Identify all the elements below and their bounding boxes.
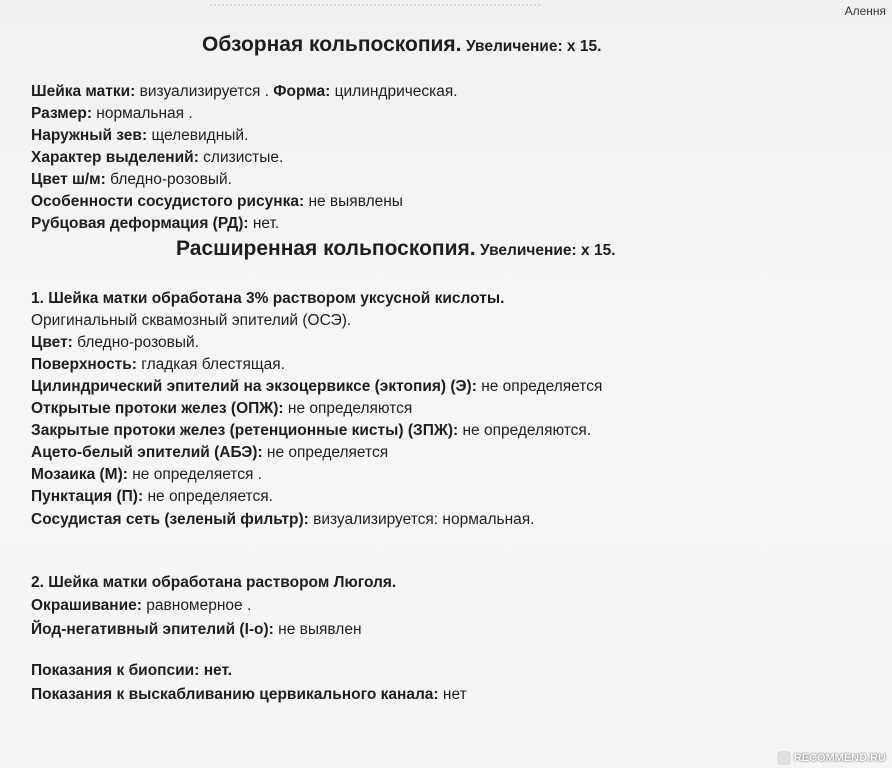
conclusion-biopsy (31, 661, 232, 681)
section1-heading-text: 1. Шейка матки обработана 3% раствором уксусной кислоты. (31, 290, 505, 307)
section1-intro (31, 311, 351, 331)
line-label: Показания к выскабливанию цервикального канала: (31, 686, 439, 703)
line-label: Цилиндрический эпителий на экзоцервиксе (эктопия) (Э): (31, 378, 477, 395)
overview-line-discharge (31, 148, 283, 168)
overview-line-vascular (31, 192, 403, 212)
overview-line-scar (31, 214, 279, 234)
line-label: Йод-негативный эпителий (I-о): (31, 621, 274, 638)
line-label: Шейка матки: (31, 83, 136, 100)
line-value: не определяется (266, 444, 389, 461)
section2-heading-text: 2. Шейка матки обработана раствором Люголя. (31, 574, 397, 591)
line-value: визуализируется . (139, 83, 269, 100)
line-value: гладкая блестящая. (141, 356, 285, 373)
line-value: не выявлены (308, 193, 403, 210)
line-label: Закрытые протоки желез (ретенционные кисты) (ЗПЖ): (31, 422, 459, 439)
conclusion-curettage (31, 685, 467, 705)
line-value: нет. (252, 215, 280, 232)
line-label: Мозаика (М): (31, 466, 128, 483)
line-value: не выявлен (278, 621, 362, 638)
overview-title-text: Обзорная кольпоскопия. (202, 33, 462, 56)
line-label: Открытые протоки желез (ОПЖ): (31, 400, 284, 417)
section1-line-open-ducts (31, 399, 412, 419)
section1-line-color (31, 333, 199, 353)
line-label: Окрашивание: (31, 597, 142, 614)
recommend-watermark (778, 752, 886, 764)
section1-line-surface (31, 355, 285, 375)
line-label: Цвет: (31, 334, 73, 351)
overview-line-color (31, 170, 232, 190)
section2-line-staining (31, 596, 251, 616)
line-label: Рубцовая деформация (РД): (31, 215, 249, 232)
line-value: слизистые. (203, 149, 284, 166)
section1-line-punctation (31, 487, 273, 507)
overview-magnification: Увеличение: х 15. (465, 38, 602, 55)
watermark-text: RECOMMEND.RU (793, 752, 886, 764)
line-value: не определяется. (147, 488, 273, 505)
line-value-shape: цилиндрическая. (334, 83, 458, 100)
line-value: равномерное . (146, 597, 252, 614)
line-label: Сосудистая сеть (зеленый фильтр): (31, 511, 309, 528)
section1-line-vascular-network (31, 510, 534, 530)
line-value: не определяется . (132, 466, 262, 483)
line-value: визуализируется: нормальная. (313, 511, 535, 528)
cut-off-header (210, 0, 540, 6)
line-value: нормальная . (96, 105, 193, 122)
section2-line-iodine-negative (31, 620, 362, 640)
line-label: Наружный зев: (31, 127, 148, 144)
line-label: Показания к биопсии: (31, 662, 200, 679)
section1-line-ectopy (31, 377, 602, 397)
overview-line-cervix (31, 82, 458, 102)
line-value: бледно-розовый. (110, 171, 232, 188)
overview-line-external-os (31, 126, 248, 146)
line-label: Особенности сосудистого рисунка: (31, 193, 305, 210)
line-value: не определяются. (462, 422, 592, 439)
section1-line-closed-ducts (31, 421, 591, 441)
line-label: Характер выделений: (31, 149, 199, 166)
extended-magnification: Увеличение: х 15. (480, 242, 616, 259)
line-value: не определяются (287, 400, 413, 417)
overview-line-size (31, 104, 193, 124)
section1-heading (31, 289, 504, 309)
line-label-shape: Форма: (273, 83, 331, 100)
line-value: нет (442, 686, 467, 703)
section1-line-mosaic (31, 465, 262, 485)
line-value: бледно-розовый. (77, 334, 199, 351)
section2-heading (31, 573, 396, 593)
line-value: не определяется (481, 378, 603, 395)
line-label: Пунктация (П): (31, 488, 144, 505)
extended-title (176, 237, 616, 261)
corner-username: Алення (844, 4, 886, 18)
extended-title-text: Расширенная кольпоскопия. (176, 237, 476, 260)
section1-intro-text: Оригинальный сквамозный эпителий (ОСЭ). (31, 312, 352, 329)
line-label: Ацето-белый эпителий (АБЭ): (31, 444, 263, 461)
line-label: Поверхность: (31, 356, 137, 373)
line-label: Цвет ш/м: (31, 171, 106, 188)
recommend-logo-icon (778, 752, 790, 764)
section1-line-acetowhite (31, 443, 388, 463)
line-label: Размер: (31, 105, 92, 122)
line-value: щелевидный. (151, 127, 249, 144)
overview-title (202, 33, 601, 57)
line-value: нет. (203, 662, 233, 679)
